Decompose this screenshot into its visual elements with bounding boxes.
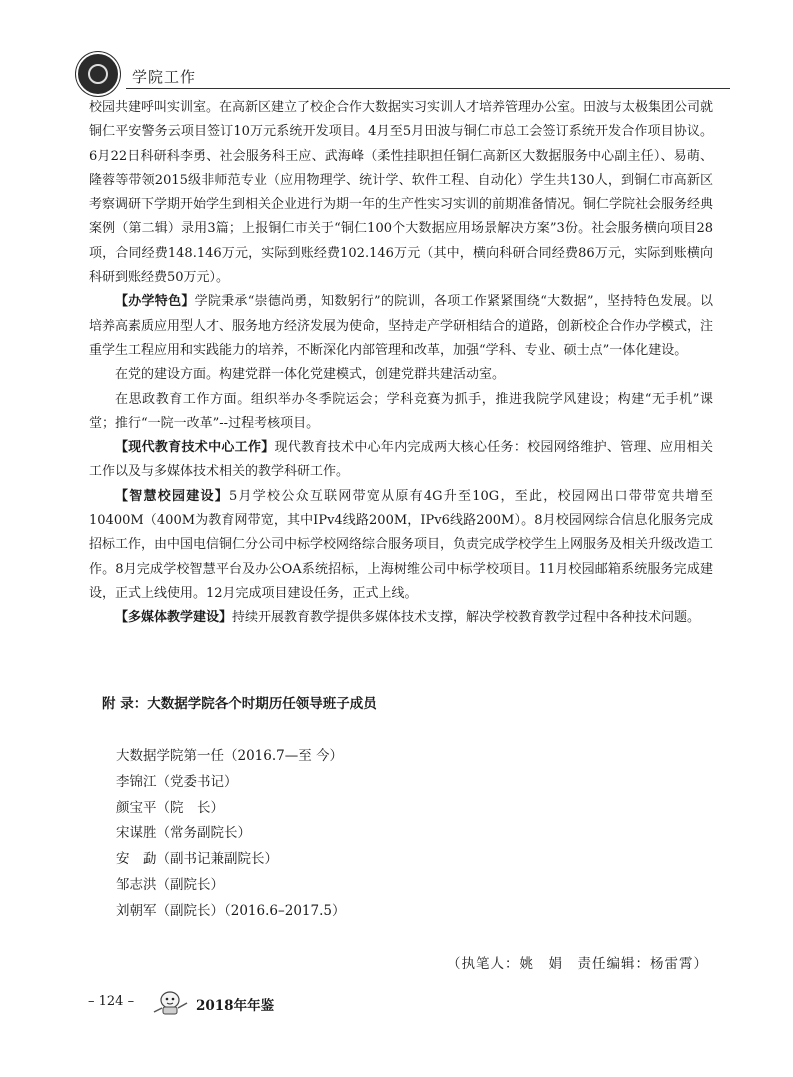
text-smart-campus: 5月学校公众互联网带宽从原有4G升至10G，至此，校园网出口带带宽共增至10400M（400M为教育网带宽，其中IPv4线路200M，IPv6线路200M）。8月校园网综合信息化服务完成招标工作，由中国电信铜仁分公司中标学校网络综合服务项目，负责完成学校学生上网服务及相关升级改造工作。8月完成学校智慧平台及办公OA系统招标，上海树维公司中标学校项目。11月校园邮箱系统服务完成建设，正式上线使用。12月完成项目建设任务，正式上线。 [89, 488, 714, 601]
yearbook-title: 2018年年鉴 [196, 998, 275, 1014]
text-school-features: 学院秉承“崇德尚勇，知数躬行”的院训，各项工作紧紧围绕“大数据”，坚持特色发展。以培养高素质应用型人才、服务地方经济发展为使命，坚持走产学研相结合的道路，创新校企合作办学模式，注重学生工程应用和实践能力的培养，不断深化内部管理和改革，加强“学科、专业、硕士点”一体化建设。 [89, 294, 714, 358]
heading-smart-campus: 【智慧校园建设】 [115, 488, 230, 504]
body-text [89, 96, 713, 631]
paragraph-ideological-education: 在思政教育工作方面。组织举办冬季院运会；学科竞赛为抓手，推进我院学风建设；构建“无手机”课堂；推行“一院一改革”--过程考核项目。 [89, 391, 713, 431]
list-item: 安 勐（副书记兼副院长） [116, 851, 278, 868]
paragraph-research-services: 校园共建呼叫实训室。在高新区建立了校企合作大数据实习实训人才培养管理办公室。田波与太极集团公司就铜仁平安警务云项目签订10万元系统开发项目。4月至5月田波与铜仁市总工会签订系统开发合作项目协议。6月22日科研科李勇、社会服务科王应、武海峰（柔性挂职担任铜仁高新区大数据服务中心副主任）、易萌、隆蓉等带领2015级非师范专业（应用物理学、统计学、软件工程、自动化）学生共130人，到铜仁市高新区考察调研下学期开始学生到相关企业进行为期一年的生产性实习实训的前期准备情况。铜仁学院社会服务经典案例（第二辑）录用3篇；上报铜仁市关于“铜仁100个大数据应用场景解决方案”3份。社会服务横向项目28项，合同经费148.146万元，实际到账经费102.146万元（其中，横向科研合同经费86万元，实际到账横向科研到账经费50万元）。 [89, 100, 714, 286]
list-item: 刘朝军（副院长）（2016.6–2017.5） [116, 902, 346, 919]
university-logo [76, 52, 120, 96]
author-credits: （执笔人：姚 娟 责任编辑：杨雷霄） [447, 956, 708, 972]
section-title: 学院工作 [132, 68, 197, 86]
paragraph-party-building: 在党的建设方面。构建党群一体化党建模式，创建党群共建活动室。 [115, 367, 506, 383]
text-multimedia-teaching: 持续开展教育教学提供多媒体技术支撑，解决学校教育教学过程中各种技术问题。 [232, 610, 701, 626]
paragraph-edtech-center [89, 436, 713, 485]
list-item: 李锦江（党委书记） [116, 773, 238, 790]
header-divider [126, 88, 730, 89]
leadership-list [116, 744, 345, 925]
text-edtech-center: 现代教育技术中心年内完成两大核心任务：校园网络维护、管理、应用相关工作以及与多媒体技术相关的教学科研工作。 [89, 440, 713, 480]
logo-emblem [88, 64, 108, 84]
yearbook-mascot-icon [150, 988, 190, 1016]
list-item: 大数据学院第一任（2016.7—至 今） [116, 748, 344, 764]
paragraph-smart-campus [89, 485, 713, 606]
list-item: 邹志洪（副院长） [116, 876, 224, 893]
list-item: 宋谋胜（常务副院长） [116, 825, 251, 842]
appendix-title: 附 录：大数据学院各个时期历任领导班子成员 [102, 696, 377, 712]
paragraph-school-features [89, 290, 713, 363]
heading-multimedia-teaching: 【多媒体教学建设】 [115, 610, 233, 626]
heading-edtech-center: 【现代教育技术中心工作】 [115, 440, 275, 456]
heading-school-features: 【办学特色】 [115, 294, 195, 310]
page-number: – 124 – [88, 994, 135, 1009]
paragraph-multimedia-teaching [89, 606, 713, 630]
list-item: 颜宝平（院 长） [116, 799, 224, 816]
page-header [70, 50, 730, 92]
